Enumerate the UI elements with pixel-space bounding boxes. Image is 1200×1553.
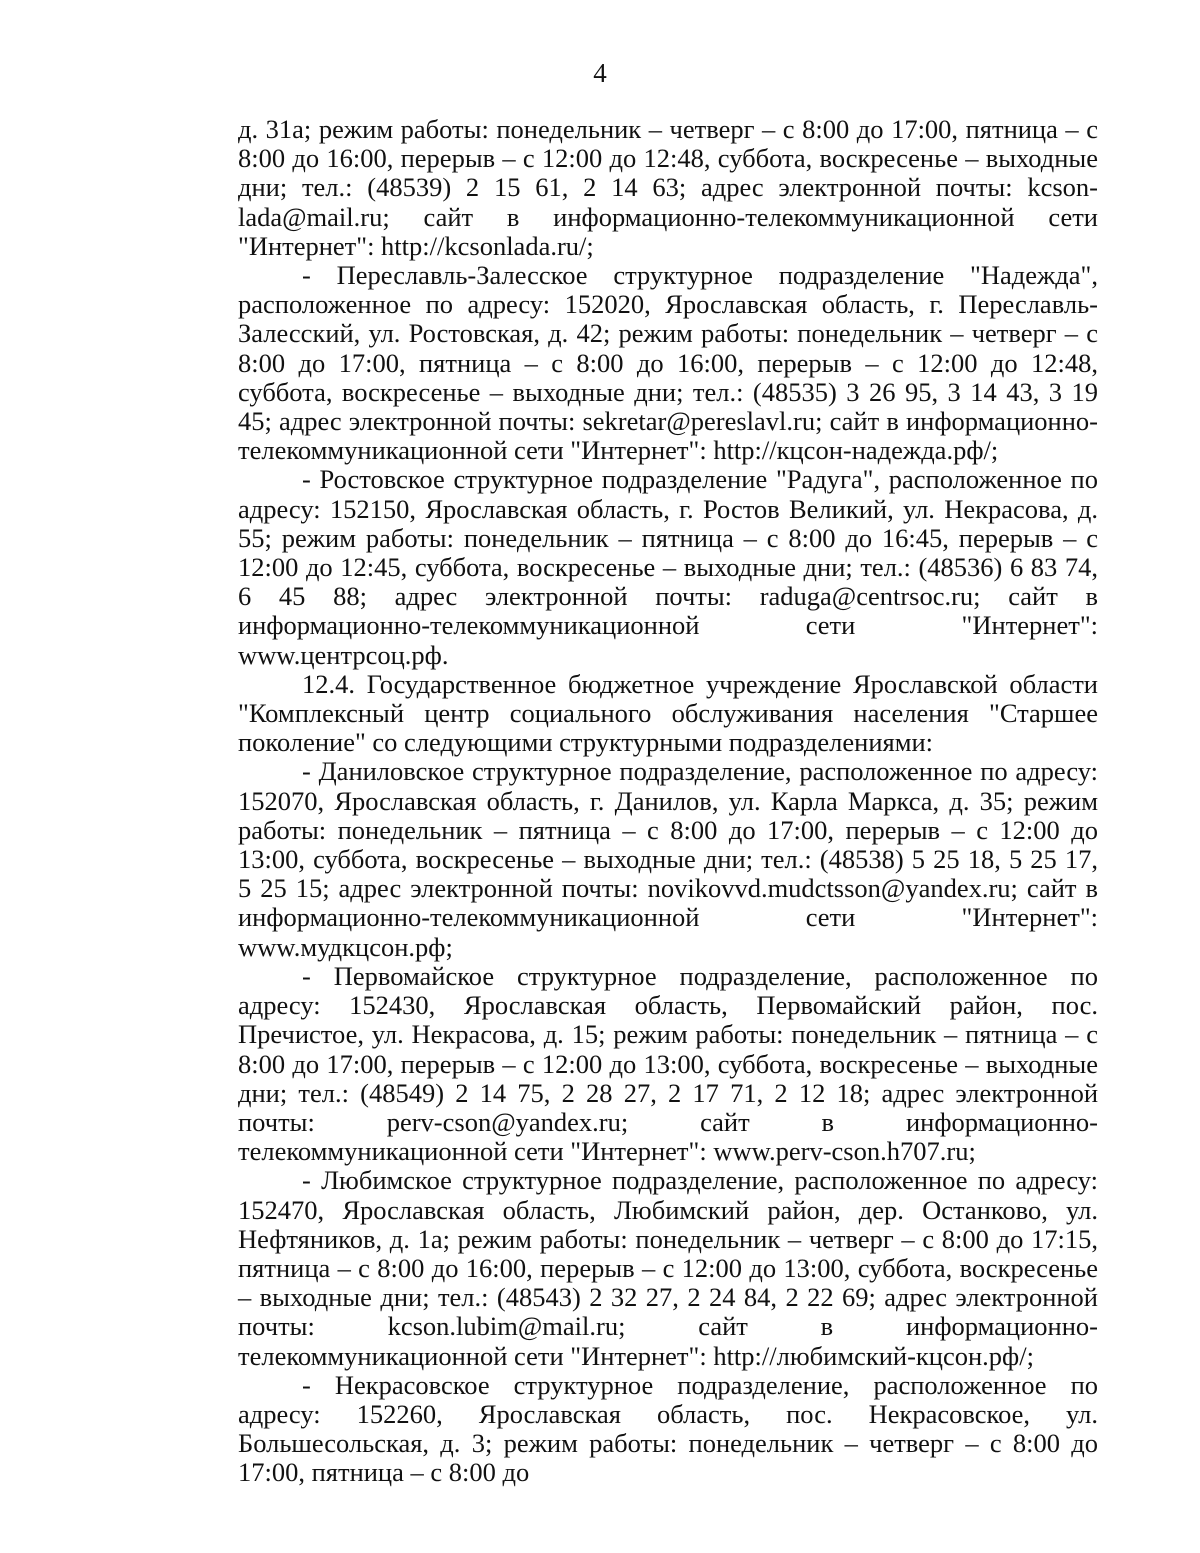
paragraph-nekrasovskoe: - Некрасовское структурное подразделение, расположенное по адресу: 152260, Ярославская область, пос. Некрасовское, ул. Большесольская, д. 3; режим работы: понедельник – четверг – с 8:00 до 17:00, пятница – с 8:00 до [238, 1369, 1098, 1488]
paragraph-rostov-raduga: - Ростовское структурное подразделение "Радуга", расположенное по адресу: 152150, Ярославская область, г. Ростов Великий, ул. Некрасова, д. 55; режим работы: понедельник – пятница – с 8:00 до 16:45, перерыв – с 12:00 до 12:45, суббота, воскресенье – выходные дни; тел.: (48536) 6 83 74, 6 45 88; адрес электронной почты: raduga@centrsoc.ru; сайт в информационно-телекоммуникационной сети "Интернет": www.центрсоц.рф. [238, 464, 1098, 670]
paragraph-lyubim: - Любимское структурное подразделение, расположенное по адресу: 152470, Ярославская область, Любимский район, дер. Останково, ул. Нефтяников, д. 1а; режим работы: понедельник – четверг – с 8:00 до 17:15, пятница – с 8:00 до 16:00, перерыв – с 12:00 до 13:00, суббота, воскресенье – выходные дни; тел.: (48543) 2 32 27, 2 24 84, 2 22 69; адрес электронной почты: kcson.lubim@mail.ru; сайт в информационно-телекоммуникационной сети "Интернет": http://любимский-кцсон.рф/; [238, 1165, 1098, 1371]
paragraph-danilov: - Даниловское структурное подразделение, расположенное по адресу: 152070, Ярославская область, г. Данилов, ул. Карла Маркса, д. 35; режим работы: понедельник – пятница – с 8:00 до 17:00, перерыв – с 12:00 до 13:00, суббота, воскресенье – выходные дни; тел.: (48538) 5 25 18, 5 25 17, 5 25 15; адрес электронной почты: novikovvd.mudctsson@yandex.ru; сайт в информационно-телекоммуникационной сети "Интернет": www.мудкцсон.рф; [238, 756, 1098, 962]
paragraph-pervomaisky: - Первомайское структурное подразделение, расположенное по адресу: 152430, Ярославская область, Первомайский район, пос. Пречистое, ул. Некрасова, д. 15; режим работы: понедельник – пятница – с 8:00 до 17:00, перерыв – с 12:00 до 13:00, суббота, воскресенье – выходные дни; тел.: (48549) 2 14 75, 2 28 27, 2 17 71, 2 12 18; адрес электронной почты: perv-cson@yandex.ru; сайт в информационно-телекоммуникационной сети "Интернет": www.perv-cson.h707.ru; [238, 960, 1098, 1167]
paragraph-pereslavl-nadezhda: - Переславль-Залесское структурное подразделение "Надежда", расположенное по адресу: 152020, Ярославская область, г. Переславль-Залесский, ул. Ростовская, д. 42; режим работы: понедельник – четверг – с 8:00 до 17:00, пятница – с 8:00 до 16:00, перерыв – с 12:00 до 12:48, суббота, воскресенье – выходные дни; тел.: (48535) 3 26 95, 3 14 43, 3 19 45; адрес электронной почты: sekretar@pereslavl.ru; сайт в информационно-телекоммуникационной сети "Интернет": http://кцсон-надежда.рф/; [238, 260, 1098, 466]
page-number: 4 [593, 58, 607, 88]
document-body [238, 115, 1098, 1488]
paragraph-lada-continuation: д. 31а; режим работы: понедельник – четверг – с 8:00 до 17:00, пятница – с 8:00 до 16:00, перерыв – с 12:00 до 12:48, суббота, воскресенье – выходные дни; тел.: (48539) 2 15 61, 2 14 63; адрес электронной почты: kcson-lada@mail.ru; сайт в информационно-телекоммуникационной сети "Интернет": http://kcsonlada.ru/; [238, 114, 1098, 261]
paragraph-section-12-4: 12.4. Государственное бюджетное учреждение Ярославской области "Комплексный центр социального обслуживания населения "Старшее поколение" со следующими структурными подразделениями: [238, 668, 1098, 758]
